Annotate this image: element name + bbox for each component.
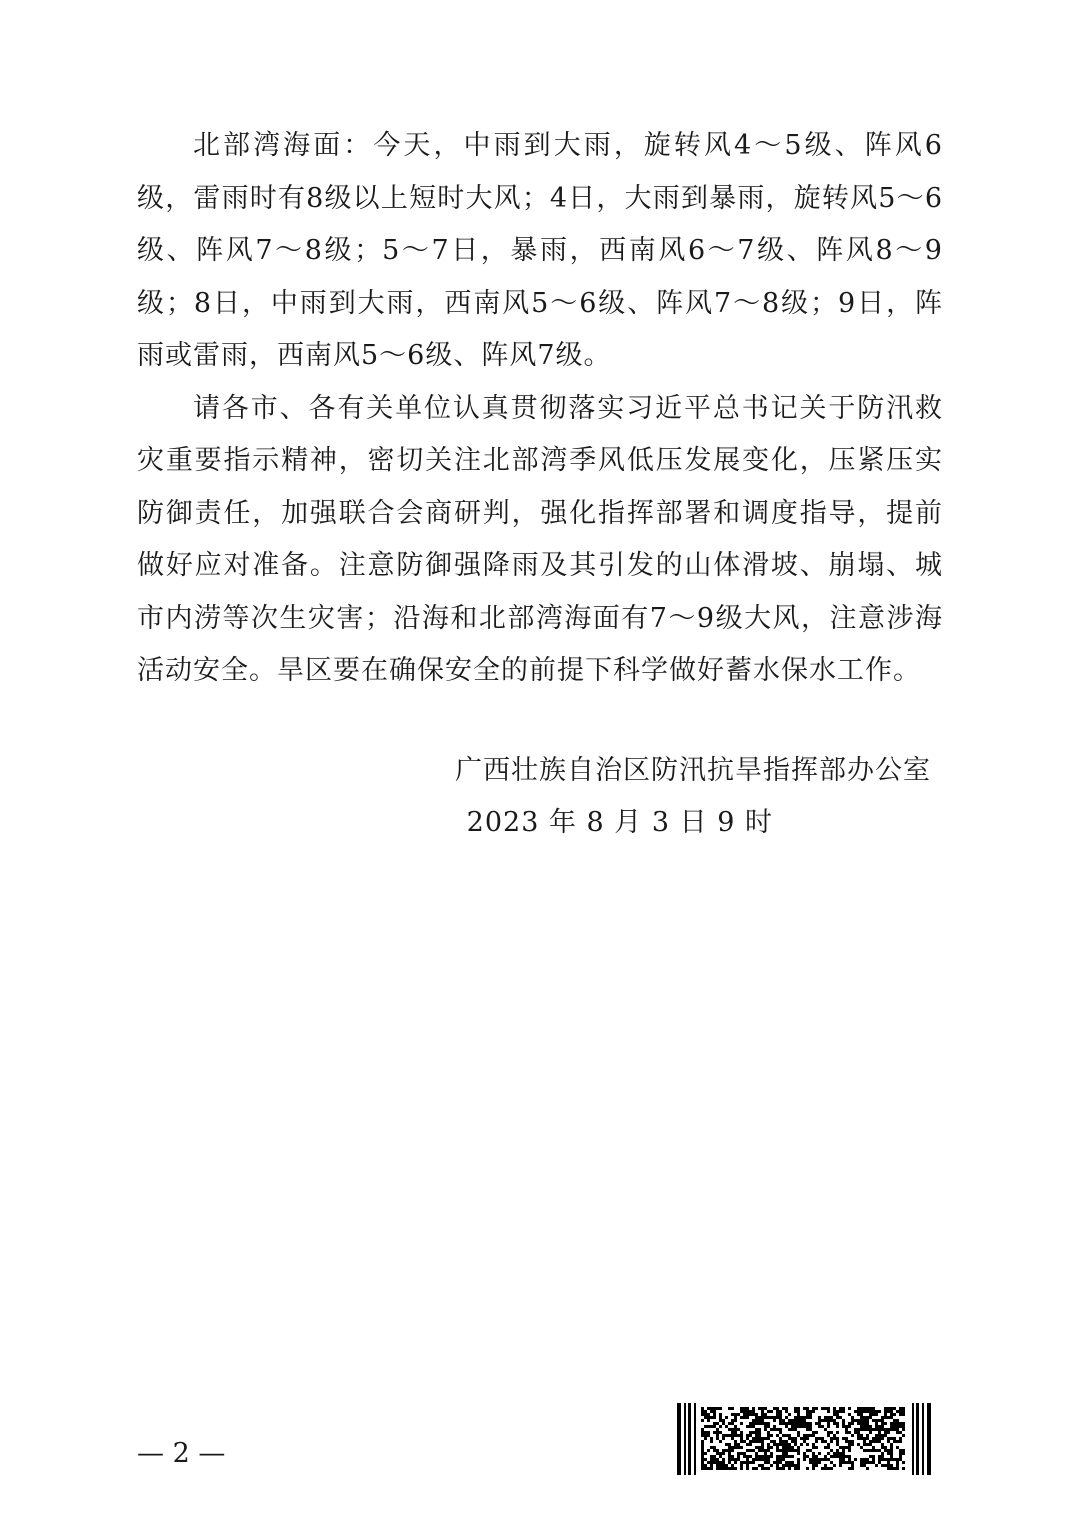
paragraph-beibu-gulf-forecast: 北部湾海面：今天，中雨到大雨，旋转风4～5级、阵风6级，雷雨时有8级以上短时大风；4日，大雨到暴雨，旋转风5～6级、阵风7～8级；5～7日，暴雨，西南风6～7级、阵风8～9级；8日，中雨到大雨，西南风5～6级、阵风7～8级；9日，阵雨或雷雨，西南风5～6级、阵风7级。 (137, 130, 943, 371)
paragraph-instructions: 请各市、各有关单位认真贯彻落实习近平总书记关于防汛救灾重要指示精神，密切关注北部湾季风低压发展变化，压紧压实防御责任，加强联合会商研判，强化指挥部署和调度指导，提前做好应对准备。注意防御强降雨及其引发的山体滑坡、崩塌、城市内涝等次生灾害；沿海和北部湾海面有7～9级大风，注意涉海活动安全。旱区要在确保安全的前提下科学做好蓄水保水工作。 (137, 392, 943, 686)
document-body (137, 120, 943, 698)
signature-organization: 广西壮族自治区防汛抗旱指挥部办公室 (455, 755, 931, 786)
page-number: — 2 — (137, 1438, 226, 1469)
signature-date: 2023 年 8 月 3 日 9 时 (466, 807, 773, 838)
barcode-icon (677, 1403, 931, 1475)
